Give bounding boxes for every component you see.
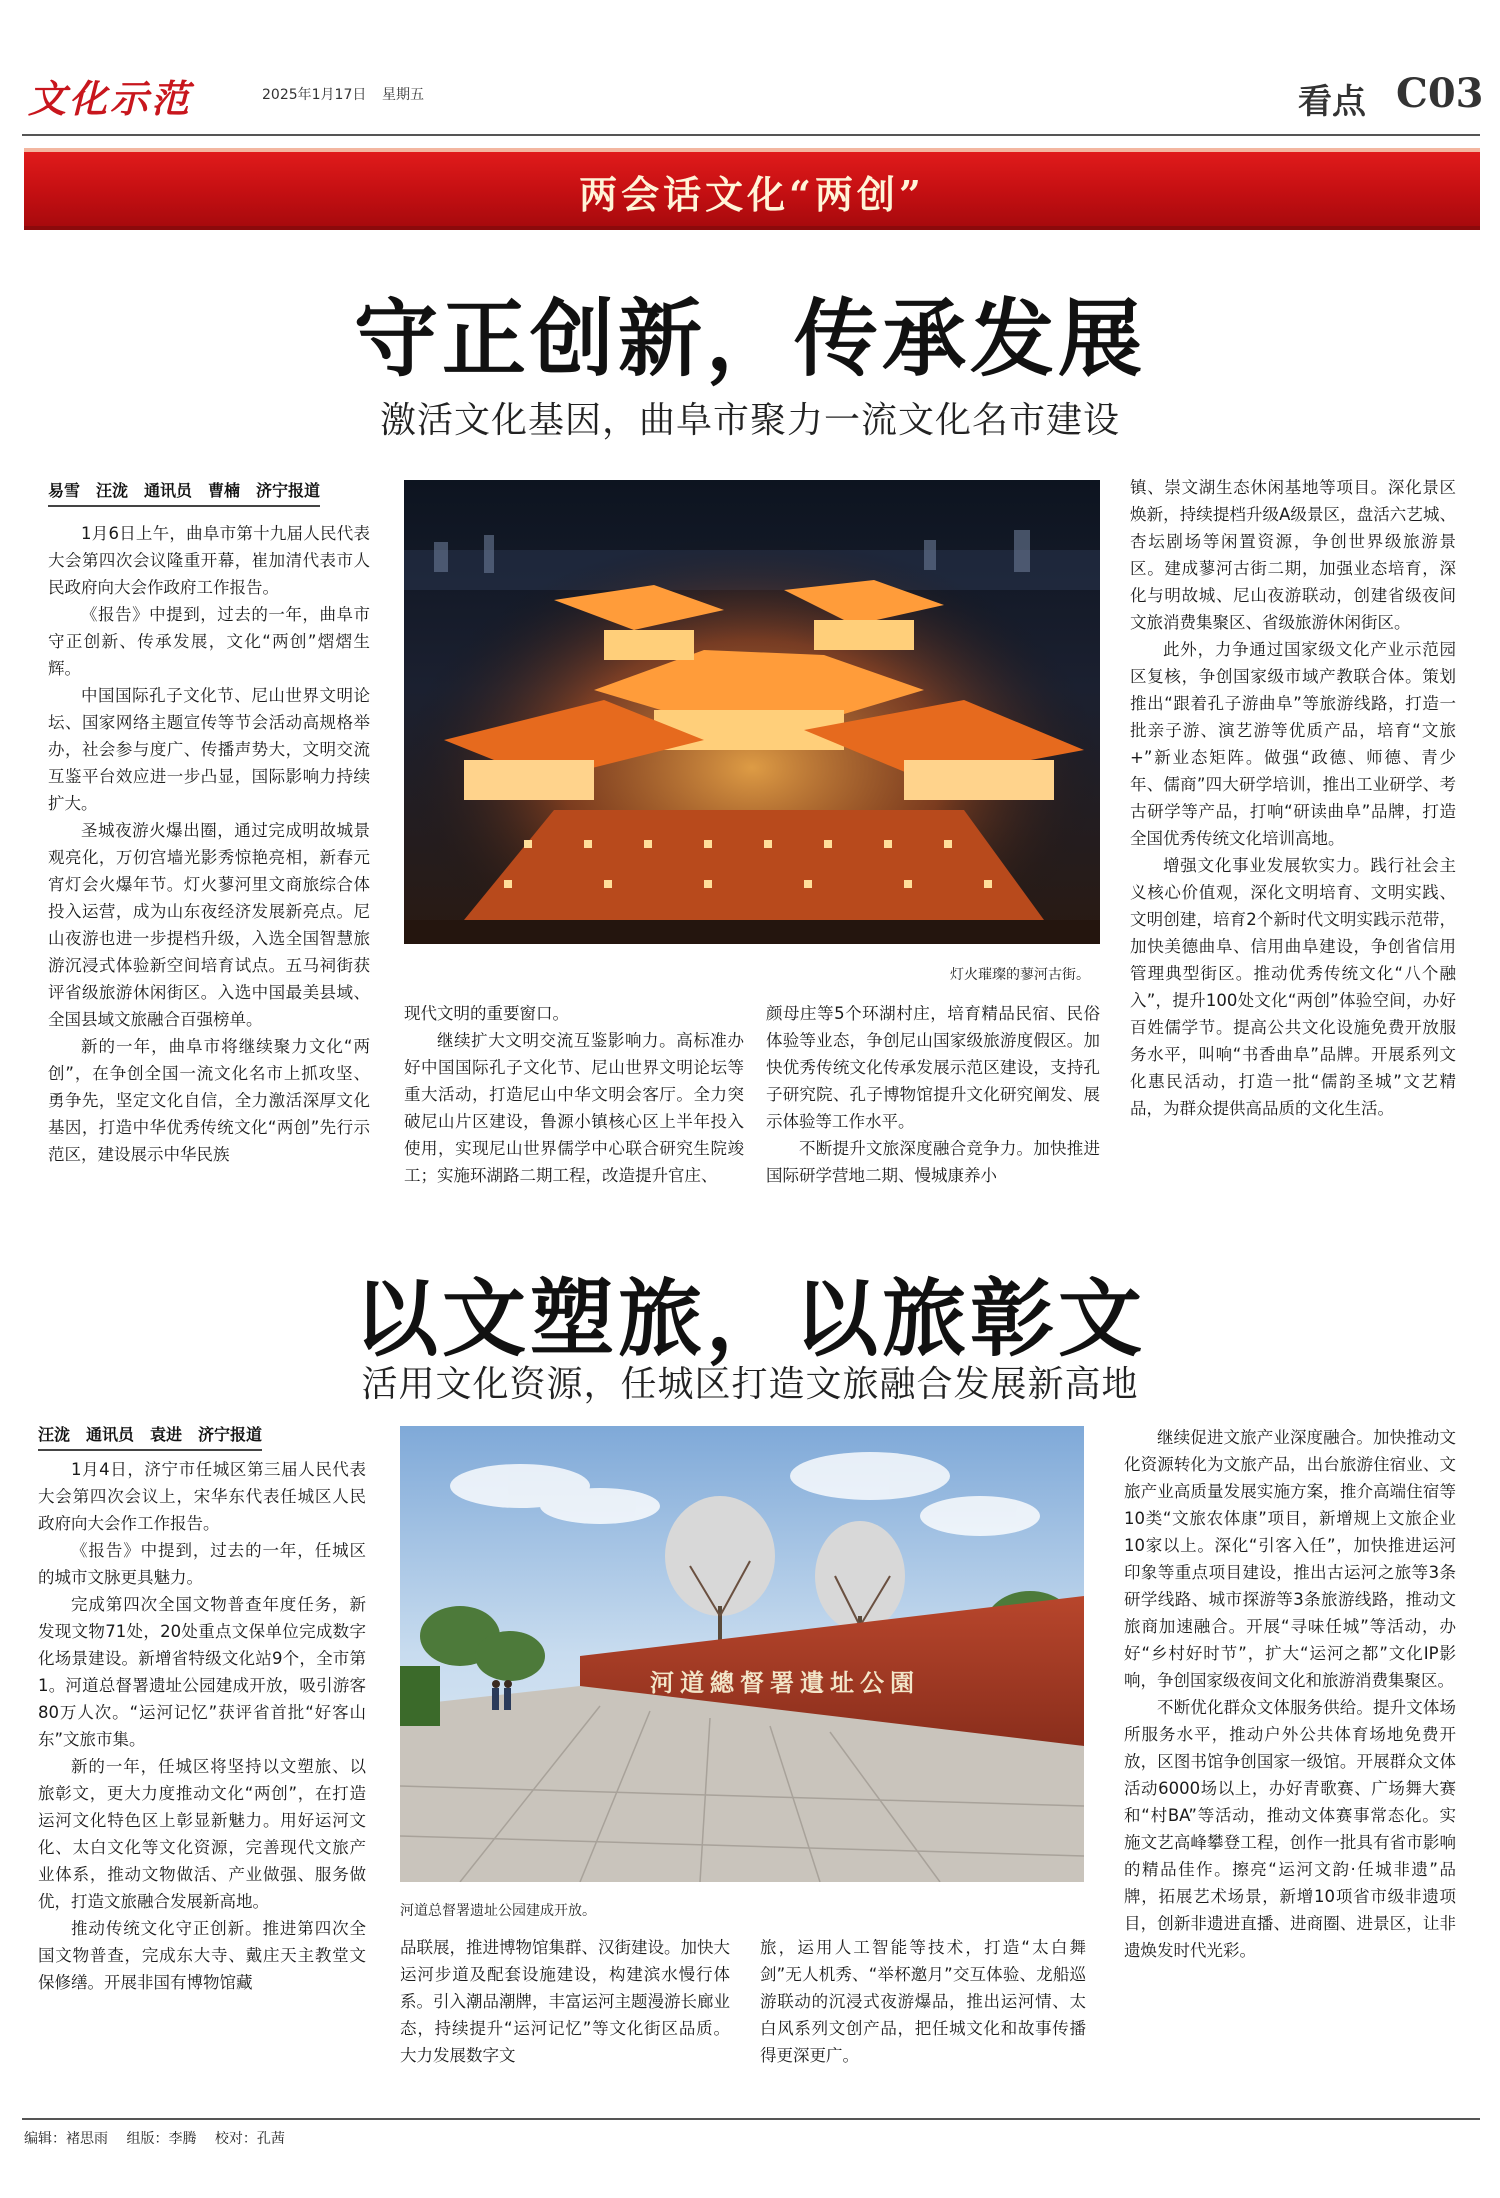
article2-subheadline: 活用文化资源，任城区打造文旅融合发展新高地 bbox=[361, 1364, 1139, 1405]
masthead-logo: 文化示范 bbox=[28, 76, 193, 121]
footer-divider bbox=[22, 2118, 1480, 2120]
issue-date: 2025年1月17日 bbox=[262, 87, 367, 103]
paragraph: 现代文明的重要窗口。 bbox=[404, 1004, 569, 1023]
article1-photo bbox=[404, 480, 1100, 944]
paragraph: 完成第四次全国文物普查年度任务，新发现文物71处，20处重点文保单位完成数字化场景建设。新增省特级文化站9个，全市第1。河道总督署遗址公园建成开放，吸引游客80万人次。“运河记忆”获评省首批“好客山东”文旅市集。 bbox=[38, 1595, 366, 1749]
layout-credit: 组版：李腾 bbox=[126, 2131, 197, 2147]
article2-byline: 汪泷 通讯员 袁进 济宁报道 bbox=[38, 1422, 262, 1451]
proofreader-credit: 校对：孔茜 bbox=[214, 2131, 285, 2147]
paragraph: 《报告》中提到，过去的一年，任城区的城市文脉更具魅力。 bbox=[38, 1541, 366, 1587]
article1-photo-caption: 灯火璀璨的蓼河古街。 bbox=[950, 967, 1090, 983]
page-number: C03 bbox=[1396, 70, 1484, 117]
article1-subheadline: 激活文化基因，曲阜市聚力一流文化名市建设 bbox=[379, 400, 1120, 441]
article2-column-4 bbox=[1124, 1424, 1456, 2114]
paragraph: 此外，力争通过国家级文化产业示范园区复核，争创国家级市域产教联合体。策划推出“跟着孔子游曲阜”等旅游线路，打造一批亲子游、演艺游等优质产品，培育“文旅+”新业态矩阵。做强“政德、师德、青少年、儒商”四大研学培训，推出工业研学、考古研学等产品，打响“研读曲阜”品牌，打造全国优秀传统文化培训高地。 bbox=[1130, 640, 1456, 848]
article2-photo-caption: 河道总督署遗址公园建成开放。 bbox=[400, 1903, 596, 1919]
issue-weekday: 星期五 bbox=[382, 87, 424, 103]
paragraph: 镇、崇文湖生态休闲基地等项目。深化景区焕新，持续提档升级A级景区，盘活六艺城、杏坛剧场等闲置资源，争创世界级旅游景区。建成蓼河古街二期，加强业态培育，深化与明故城、尼山夜游联动，创建省级夜间文旅消费集聚区、省级旅游休闲街区。 bbox=[1130, 478, 1456, 632]
paragraph: 1月4日，济宁市任城区第三届人民代表大会第四次会议上，宋华东代表任城区人民政府向大会作工作报告。 bbox=[38, 1460, 366, 1533]
paragraph: 继续扩大文明交流互鉴影响力。高标准办好中国国际孔子文化节、尼山世界文明论坛等重大活动，打造尼山中华文明会客厅。全力突破尼山片区建设，鲁源小镇核心区上半年投入使用，实现尼山世界儒学中心联合研究生院竣工；实施环湖路二期工程，改造提升官庄、 bbox=[404, 1031, 744, 1185]
paragraph: 继续促进文旅产业深度融合。加快推动文化资源转化为文旅产品，出台旅游住宿业、文旅产业高质量发展实施方案，推介高端住宿等10类“文旅农体康”项目，新增规上文旅企业10家以上。深化“引客入任”，加快推进运河印象等重点项目建设，推出古运河之旅等3条研学线路、城市探游等3条旅游线路，推动文旅商加速融合。开展“寻味任城”等活动，办好“乡村好时节”，扩大“运河之都”文化IP影响，争创国家级夜间文化和旅游消费集聚区。 bbox=[1124, 1428, 1456, 1690]
article1-byline: 易雪 汪泷 通讯员 曹楠 济宁报道 bbox=[48, 478, 320, 507]
paragraph: 《报告》中提到，过去的一年，曲阜市守正创新、传承发展，文化“两创”熠熠生辉。 bbox=[48, 605, 370, 678]
article1-column-3 bbox=[766, 1000, 1100, 1236]
night-street-photo bbox=[404, 480, 1100, 944]
paragraph: 颜母庄等5个环湖村庄，培育精品民宿、民俗体验等业态，争创尼山国家级旅游度假区。加快优秀传统文化传承发展示范区建设，支持孔子研究院、孔子博物馆提升文化研究阐发、展示体验等工作水平。 bbox=[766, 1004, 1100, 1131]
editor-credit: 编辑：褚思雨 bbox=[24, 2131, 108, 2147]
article2-headline: 以文塑旅，以旅彰文 bbox=[353, 1269, 1146, 1368]
article2-column-2 bbox=[400, 1934, 730, 2110]
park-sign-text: 河道總督署遺址公園 bbox=[650, 1668, 920, 1697]
article2-column-3 bbox=[760, 1934, 1086, 2110]
paragraph: 新的一年，曲阜市将继续聚力文化“两创”，在争创全国一流文化名市上抓攻坚、勇争先，坚定文化自信，全力激活深厚文化基因，打造中华优秀传统文化“两创”先行示范区，建设展示中华民族 bbox=[48, 1037, 370, 1164]
paragraph: 圣城夜游火爆出圈，通过完成明故城景观亮化，万仞宫墙光影秀惊艳亮相，新春元宵灯会火爆年节。灯火蓼河里文商旅综合体投入运营，成为山东夜经济发展新亮点。尼山夜游也进一步提档升级，入选全国智慧旅游沉浸式体验新空间培育试点。五马祠街获评省级旅游休闲街区。入选中国最美县域、全国县域文旅融合百强榜单。 bbox=[48, 821, 370, 1029]
section-name: 看点 bbox=[1298, 82, 1366, 122]
page-credits bbox=[24, 2128, 299, 2148]
article1-column-4 bbox=[1130, 474, 1456, 1236]
paragraph: 不断提升文旅深度融合竞争力。加快推进国际研学营地二期、慢城康养小 bbox=[766, 1139, 1100, 1185]
paragraph: 中国国际孔子文化节、尼山世界文明论坛、国家网络主题宣传等节会活动高规格举办，社会参与度广、传播声势大，文明交流互鉴平台效应进一步凸显，国际影响力持续扩大。 bbox=[48, 686, 370, 813]
article1-column-2 bbox=[404, 1000, 744, 1236]
header-divider bbox=[22, 134, 1480, 136]
paragraph: 不断优化群众文体服务供给。提升文体场所服务水平，推动户外公共体育场地免费开放，区图书馆争创国家一级馆。开展群众文体活动6000场以上，办好青歌赛、广场舞大赛和“村BA”等活动，推动文体赛事常态化。实施文艺高峰攀登工程，创作一批具有省市影响的精品佳作。擦亮“运河文韵·任城非遗”品牌，拓展艺术场景，新增10项省市级非遗项目，创新非遗进直播、进商圈、进景区，让非遗焕发时代光彩。 bbox=[1124, 1698, 1456, 1960]
topic-banner-title: 两会话文化“两创” bbox=[579, 172, 925, 217]
park-photo bbox=[400, 1426, 1084, 1882]
article2-photo bbox=[400, 1426, 1084, 1882]
paragraph: 推动传统文化守正创新。推进第四次全国文物普查，完成东大寺、戴庄天主教堂文保修缮。开展非国有博物馆藏 bbox=[38, 1919, 366, 1992]
topic-banner bbox=[24, 148, 1480, 230]
paragraph: 1月6日上午，曲阜市第十九届人民代表大会第四次会议隆重开幕，崔加清代表市人民政府向大会作政府工作报告。 bbox=[48, 524, 370, 597]
paragraph: 品联展，推进博物馆集群、汉街建设。加快大运河步道及配套设施建设，构建滨水慢行体系。引入潮品潮牌，丰富运河主题漫游长廊业态，持续提升“运河记忆”等文化街区品质。大力发展数字文 bbox=[400, 1938, 730, 2065]
article2-column-1 bbox=[38, 1456, 366, 2106]
article1-column-1 bbox=[48, 520, 370, 1230]
paragraph: 旅，运用人工智能等技术，打造“太白舞剑”无人机秀、“举杯邀月”交互体验、龙船巡游联动的沉浸式夜游爆品，推出运河情、太白风系列文创产品，把任城文化和故事传播得更深更广。 bbox=[760, 1938, 1086, 2065]
paragraph: 增强文化事业发展软实力。践行社会主义核心价值观，深化文明培育、文明实践、文明创建，培育2个新时代文明实践示范带，加快美德曲阜、信用曲阜建设，争创省信用管理典型街区。推动优秀传统文化“八个融入”，提升100处文化“两创”体验空间，办好百姓儒学节。提高公共文化设施免费开放服务水平，叫响“书香曲阜”品牌。开展系列文化惠民活动，打造一批“儒韵圣城”文艺精品，为群众提供高品质的文化生活。 bbox=[1130, 856, 1456, 1118]
paragraph: 新的一年，任城区将坚持以文塑旅、以旅彰文，更大力度推动文化“两创”，在打造运河文化特色区上彰显新魅力。用好运河文化、太白文化等文化资源，完善现代文旅产业体系，推动文物做活、产业做强、服务做优，打造文旅融合发展新高地。 bbox=[38, 1757, 366, 1911]
article1-headline: 守正创新，传承发展 bbox=[353, 289, 1146, 388]
